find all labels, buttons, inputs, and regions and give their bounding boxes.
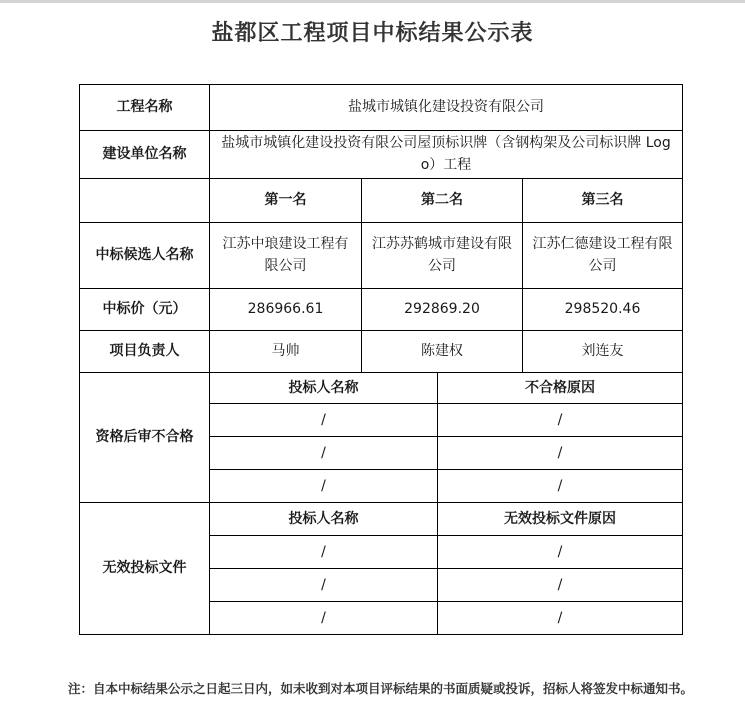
rank-header-second: 第二名: [362, 179, 523, 223]
postqual-reason-header: 不合格原因: [438, 373, 683, 404]
candidate-second: 江苏苏鹤城市建设有限公司: [362, 223, 523, 289]
row-owner-name: [80, 131, 683, 179]
price-second: 292869.20: [362, 289, 523, 331]
invalidbid-bidder-header: 投标人名称: [210, 503, 438, 536]
rank-header-third: 第三名: [523, 179, 683, 223]
rank-header-spacer-cell: [80, 179, 210, 223]
manager-third: 刘连友: [523, 331, 683, 373]
candidate-third: 江苏仁德建设工程有限公司: [523, 223, 683, 289]
page-title: 盐都区工程项目中标结果公示表: [211, 21, 534, 46]
postqual-bidder-header: 投标人名称: [210, 373, 438, 404]
manager-second: 陈建权: [362, 331, 523, 373]
manager-label: 项目负责人: [80, 331, 210, 373]
document-page: [0, 16, 745, 697]
postqual-reason-value: /: [438, 437, 683, 470]
row-invalidbid-header: [80, 503, 683, 536]
invalidbid-reason-value: /: [438, 569, 683, 602]
postqual-reason-value: /: [438, 470, 683, 503]
row-managers: [80, 331, 683, 373]
price-third: 298520.46: [523, 289, 683, 331]
invalidbid-reason-value: /: [438, 536, 683, 569]
invalidbid-reason-header: 无效投标文件原因: [438, 503, 683, 536]
window-top-border: [0, 0, 745, 3]
invalidbid-section-label: 无效投标文件: [80, 503, 210, 635]
invalidbid-bidder-value: /: [210, 602, 438, 635]
footer-note: 注：自本中标结果公示之日起三日内，如未收到对本项目评标结果的书面质疑或投诉，招标人将签发中标通知书。: [68, 681, 694, 697]
owner-name-label: 建设单位名称: [80, 131, 210, 179]
postqual-section-label: 资格后审不合格: [80, 373, 210, 503]
invalidbid-bidder-value: /: [210, 569, 438, 602]
bid-result-table: [79, 84, 683, 635]
owner-name-value: 盐城市城镇化建设投资有限公司屋顶标识牌（含钢构架及公司标识牌 Logo）工程: [210, 131, 683, 179]
row-rank-headers: [80, 179, 683, 223]
candidates-label: 中标候选人名称: [80, 223, 210, 289]
row-postqual-header: [80, 373, 683, 404]
invalidbid-reason-value: /: [438, 602, 683, 635]
postqual-bidder-value: /: [210, 470, 438, 503]
postqual-bidder-value: /: [210, 437, 438, 470]
invalidbid-bidder-value: /: [210, 536, 438, 569]
postqual-bidder-value: /: [210, 404, 438, 437]
manager-first: 马帅: [210, 331, 362, 373]
rank-header-first: 第一名: [210, 179, 362, 223]
candidate-first: 江苏中琅建设工程有限公司: [210, 223, 362, 289]
row-prices: [80, 289, 683, 331]
row-candidates: [80, 223, 683, 289]
postqual-reason-value: /: [438, 404, 683, 437]
project-name-label: 工程名称: [80, 85, 210, 131]
project-name-value: 盐城市城镇化建设投资有限公司: [210, 85, 683, 131]
price-label: 中标价（元）: [80, 289, 210, 331]
row-project-name: [80, 85, 683, 131]
price-first: 286966.61: [210, 289, 362, 331]
